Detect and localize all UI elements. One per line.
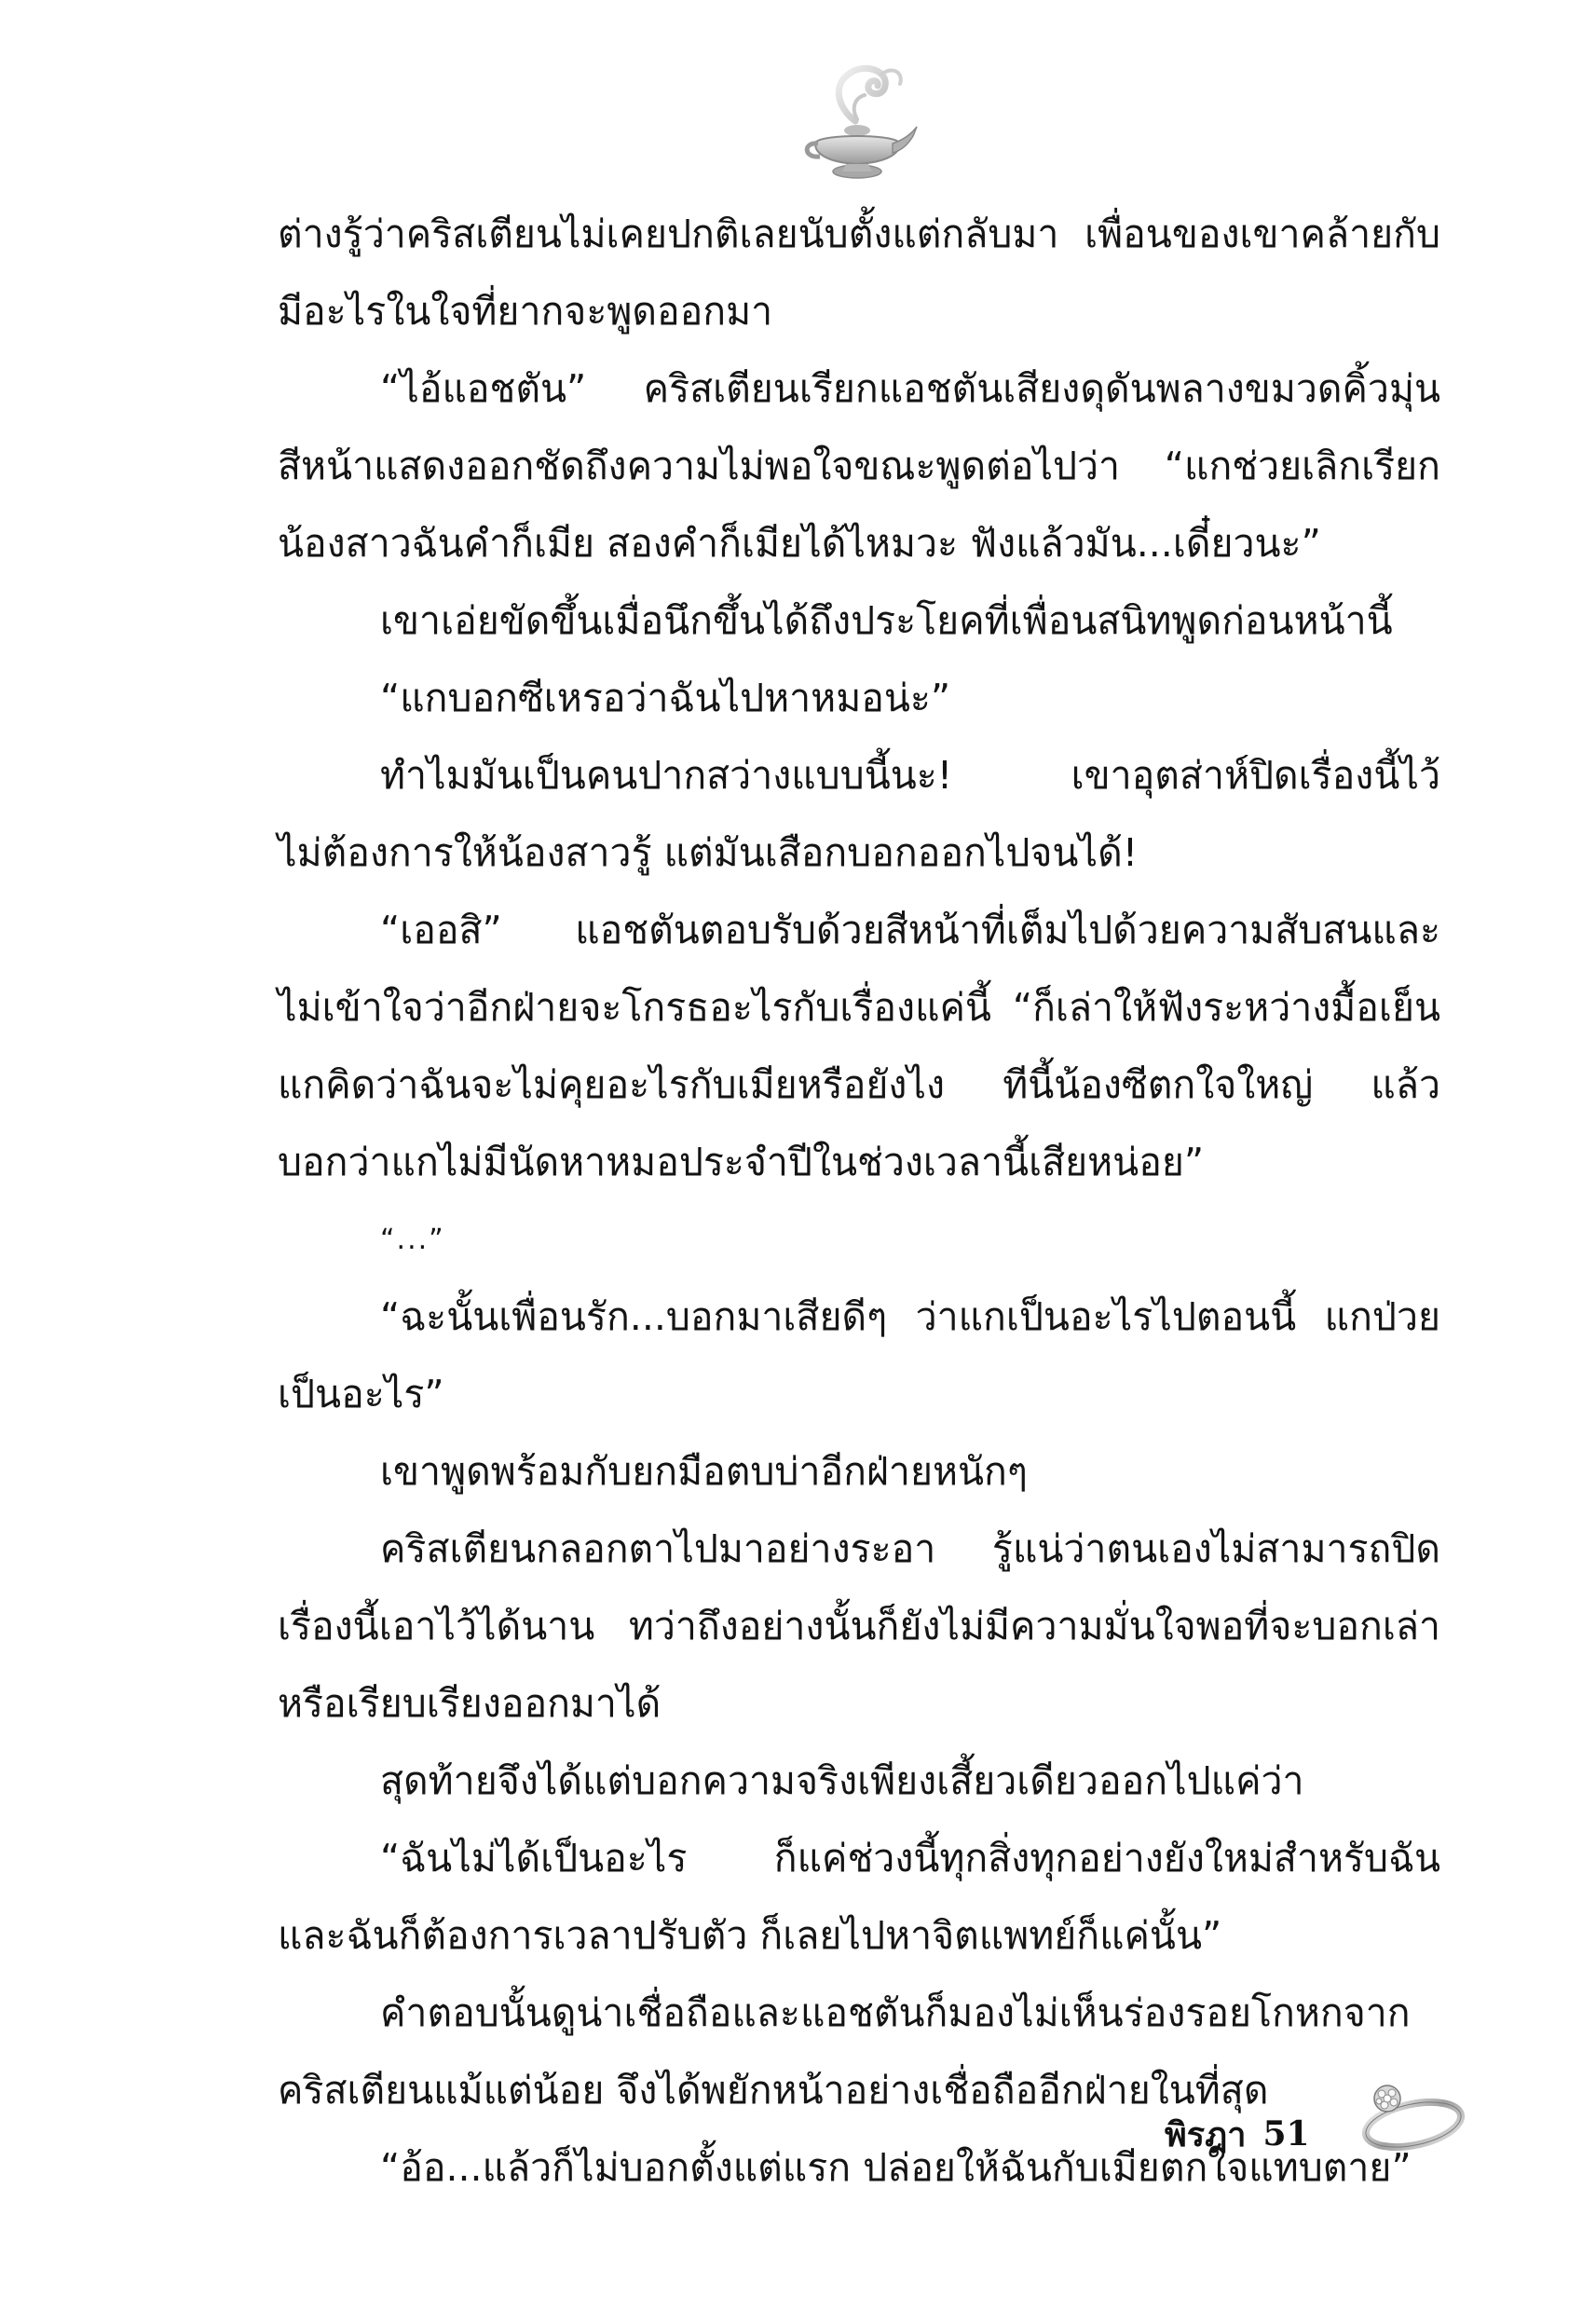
- text-line: “แกบอกซีเหรอว่าฉันไปหาหมอน่ะ”: [380, 676, 951, 720]
- text-line: “ไอ้แอชตัน” คริสเตียนเรียกแอชตันเสียงดุดันพลางขมวดคิ้วมุ่น: [380, 366, 1440, 411]
- text-line: “...”: [380, 1224, 445, 1256]
- text-line: คริสเตียนกลอกตาไปมาอย่างระอา รู้แน่ว่าตนเองไม่สามารถปิด: [380, 1526, 1440, 1571]
- text-line: บอกว่าแกไม่มีนัดหาหมอประจำปีในช่วงเวลานี้เสียหน่อย”: [278, 1140, 1205, 1184]
- author-name: พิรฎา: [1165, 2114, 1247, 2154]
- text-line: สุดท้ายจึงได้แต่บอกความจริงเพียงเสี้ยวเดียวออกไปแค่ว่า: [380, 1758, 1304, 1803]
- genie-lamp-icon: [799, 56, 921, 186]
- text-line: เรื่องนี้เอาไว้ได้นาน ทว่าถึงอย่างนั้นก็ยังไม่มีความมั่นใจพอที่จะบอกเล่า: [278, 1604, 1440, 1648]
- text-line: “เออสิ” แอชตันตอบรับด้วยสีหน้าที่เต็มไปด้วยความสับสนและ: [380, 908, 1440, 952]
- text-line: เป็นอะไร”: [278, 1372, 444, 1416]
- text-line: มีอะไรในใจที่ยากจะพูดออกมา: [278, 289, 773, 334]
- page-footer: [1165, 2101, 1310, 2167]
- text-line: ไม่เข้าใจว่าอีกฝ่ายจะโกรธอะไรกับเรื่องแค่นี้ “ก็เล่าให้ฟังระหว่างมื้อเย็น: [278, 985, 1440, 1030]
- text-line: น้องสาวฉันคำก็เมีย สองคำก็เมียได้ไหมวะ ฟังแล้วมัน...เดี๋ยวนะ”: [278, 521, 1321, 566]
- ring-icon: [1356, 2067, 1477, 2160]
- text-line: ต่างรู้ว่าคริสเตียนไม่เคยปกติเลยนับตั้งแต่กลับมา เพื่อนของเขาคล้ายกับ: [278, 212, 1440, 256]
- text-line: “อ้อ...แล้วก็ไม่บอกตั้งแต่แรก ปล่อยให้ฉันกับเมียตกใจแทบตาย”: [380, 2145, 1412, 2190]
- text-line: คำตอบนั้นดูน่าเชื่อถือและแอชตันก็มองไม่เห็นร่องรอยโกหกจาก: [380, 1990, 1411, 2035]
- text-line: “ฉะนั้นเพื่อนรัก...บอกมาเสียดีๆ ว่าแกเป็นอะไรไปตอนนี้ แกป่วย: [380, 1294, 1440, 1339]
- text-line: สีหน้าแสดงออกชัดถึงความไม่พอใจขณะพูดต่อไปว่า “แกช่วยเลิกเรียก: [278, 444, 1440, 488]
- text-line: ไม่ต้องการให้น้องสาวรู้ แต่มันเสือกบอกออกไปจนได้!: [278, 830, 1139, 875]
- text-line: เขาพูดพร้อมกับยกมือตบบ่าอีกฝ่ายหนักๆ: [380, 1449, 1028, 1494]
- text-line: เขาเอ่ยขัดขึ้นเมื่อนึกขึ้นได้ถึงประโยคที่เพื่อนสนิทพูดก่อนหน้านี้: [380, 598, 1393, 643]
- text-line: และฉันก็ต้องการเวลาปรับตัว ก็เลยไปหาจิตแพทย์ก็แค่นั้น”: [278, 1913, 1222, 1958]
- text-line: “ฉันไม่ได้เป็นอะไร ก็แค่ช่วงนี้ทุกสิ่งทุกอย่างยังใหม่สำหรับฉัน: [380, 1836, 1440, 1880]
- body-text: [278, 196, 1440, 2207]
- page-number: 51: [1262, 2114, 1310, 2154]
- text-line: แกคิดว่าฉันจะไม่คุยอะไรกับเมียหรือยังไง ทีนี้น้องซีตกใจใหญ่ แล้ว: [278, 1062, 1440, 1107]
- text-line: ทำไมมันเป็นคนปากสว่างแบบนี้นะ! เขาอุตส่าห์ปิดเรื่องนี้ไว้: [380, 753, 1440, 798]
- text-line: คริสเตียนแม้แต่น้อย จึงได้พยักหน้าอย่างเชื่อถืออีกฝ่ายในที่สุด: [278, 2068, 1269, 2113]
- text-line: หรือเรียบเรียงออกมาได้: [278, 1681, 662, 1726]
